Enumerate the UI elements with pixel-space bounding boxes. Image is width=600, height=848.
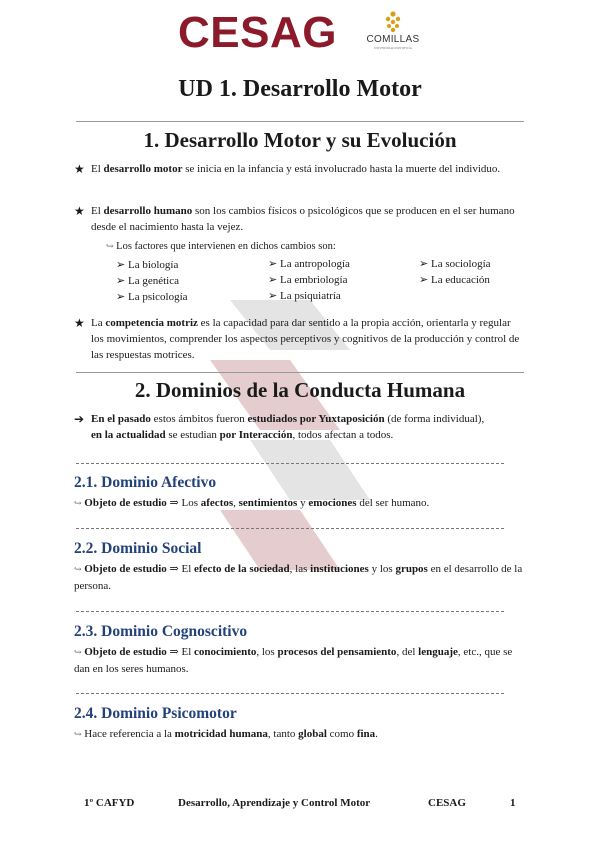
footer-subject: Desarrollo, Aprendizaje y Control Motor xyxy=(178,797,371,809)
footer-institution: CESAG xyxy=(428,797,466,809)
dashed-divider xyxy=(76,693,504,694)
domain-psicomotor-body: ↪ Hace referencia a la motricidad humana, tanto global como fina. xyxy=(74,728,378,740)
star-bullet-icon: ★ xyxy=(74,162,85,176)
chevron-bullet-icon: ➢ xyxy=(419,274,429,286)
document-title: UD 1. Desarrollo Motor xyxy=(178,76,422,102)
comillas-logo xyxy=(358,10,428,50)
domain-afectivo-title: 2.1. Dominio Afectivo xyxy=(74,474,217,491)
implies-icon: ⇒ xyxy=(169,497,179,509)
factor-item: ➢ La antropología xyxy=(268,258,350,270)
domain-cognoscitivo-body: ↪ Objeto de estudio ⇒ El conocimiento, los procesos del pensamiento, del lenguaje, etc., que se dan en los seres humanos. xyxy=(74,646,513,675)
chevron-bullet-icon: ➢ xyxy=(268,274,278,286)
page-header xyxy=(0,8,600,60)
comillas-emblem-icon xyxy=(380,10,406,34)
factor-item: ➢ La embriología xyxy=(268,274,348,286)
factor-item: ➢ La psiquiatría xyxy=(268,290,341,302)
divider xyxy=(76,121,524,122)
star-bullet-icon: ★ xyxy=(74,204,85,218)
footer-course: 1º CAFYD xyxy=(84,797,135,809)
paragraph-yuxtaposicion: ➔ En el pasado estos ámbitos fueron estudiados por Yuxtaposición (de forma individual), en la actualidad se estudian por Interacción, todos afectan a todos. xyxy=(74,412,485,441)
comillas-label: COMILLAS xyxy=(366,34,420,45)
chevron-bullet-icon: ➢ xyxy=(268,290,278,302)
domain-afectivo-body: ↪ Objeto de estudio ⇒ Los afectos, sentimientos y emociones del ser humano. xyxy=(74,497,430,509)
domain-social-body: ↪ Objeto de estudio ⇒ El efecto de la sociedad, las instituciones y los grupos en el desarrollo de la persona. xyxy=(74,563,523,592)
factors-intro: ↪ Los factores que intervienen en dichos cambios son: xyxy=(106,241,336,252)
implies-icon: ⇒ xyxy=(169,563,179,575)
section-1-title: 1. Desarrollo Motor y su Evolución xyxy=(143,128,457,152)
factor-item: ➢ La educación xyxy=(419,274,490,286)
chevron-bullet-icon: ➢ xyxy=(268,258,278,270)
hook-arrow-icon: ↪ xyxy=(74,564,82,574)
hook-arrow-icon: ↪ xyxy=(106,241,114,251)
hook-arrow-icon: ↪ xyxy=(74,647,82,657)
domain-psicomotor-title: 2.4. Dominio Psicomotor xyxy=(74,705,237,722)
chevron-bullet-icon: ➢ xyxy=(116,275,126,287)
factor-item: ➢ La genética xyxy=(116,275,179,287)
arrow-bullet-icon: ➔ xyxy=(74,412,85,426)
dashed-divider xyxy=(76,611,504,612)
dashed-divider xyxy=(76,463,504,464)
hook-arrow-icon: ↪ xyxy=(74,729,82,739)
paragraph-competencia-motriz: ★ La competencia motriz es la capacidad para dar sentido a la propia acción, orientarla y regular los movimientos, comprender los aspectos perceptivos y cognitivos de la producción y control de las respuestas motrices. xyxy=(74,316,520,361)
paragraph-desarrollo-motor: ★ El desarrollo motor se inicia en la infancia y está involucrado hasta la muerte del individuo. xyxy=(74,162,501,176)
factor-item: ➢ La biología xyxy=(116,259,179,271)
chevron-bullet-icon: ➢ xyxy=(116,259,126,271)
section-2-title: 2. Dominios de la Conducta Humana xyxy=(134,378,466,402)
comillas-sublabel: UNIVERSIDAD PONTIFICIA xyxy=(374,46,412,50)
chevron-bullet-icon: ➢ xyxy=(116,291,126,303)
paragraph-desarrollo-humano: ★ El desarrollo humano son los cambios físicos o psicológicos que se producen en el ser humano desde el nacimiento hasta la vejez. xyxy=(74,204,515,233)
star-bullet-icon: ★ xyxy=(74,316,85,330)
chevron-bullet-icon: ➢ xyxy=(419,258,429,270)
factor-item: ➢ La sociología xyxy=(419,258,491,270)
footer-page-number: 1 xyxy=(510,797,516,809)
cesag-logo: CESAG xyxy=(178,8,337,57)
implies-icon: ⇒ xyxy=(169,646,179,658)
hook-arrow-icon: ↪ xyxy=(74,498,82,508)
dashed-divider xyxy=(76,528,504,529)
factor-item: ➢ La psicología xyxy=(116,291,188,303)
domain-cognoscitivo-title: 2.3. Dominio Cognoscitivo xyxy=(74,623,248,640)
domain-social-title: 2.2. Dominio Social xyxy=(74,540,202,557)
divider xyxy=(76,372,524,373)
